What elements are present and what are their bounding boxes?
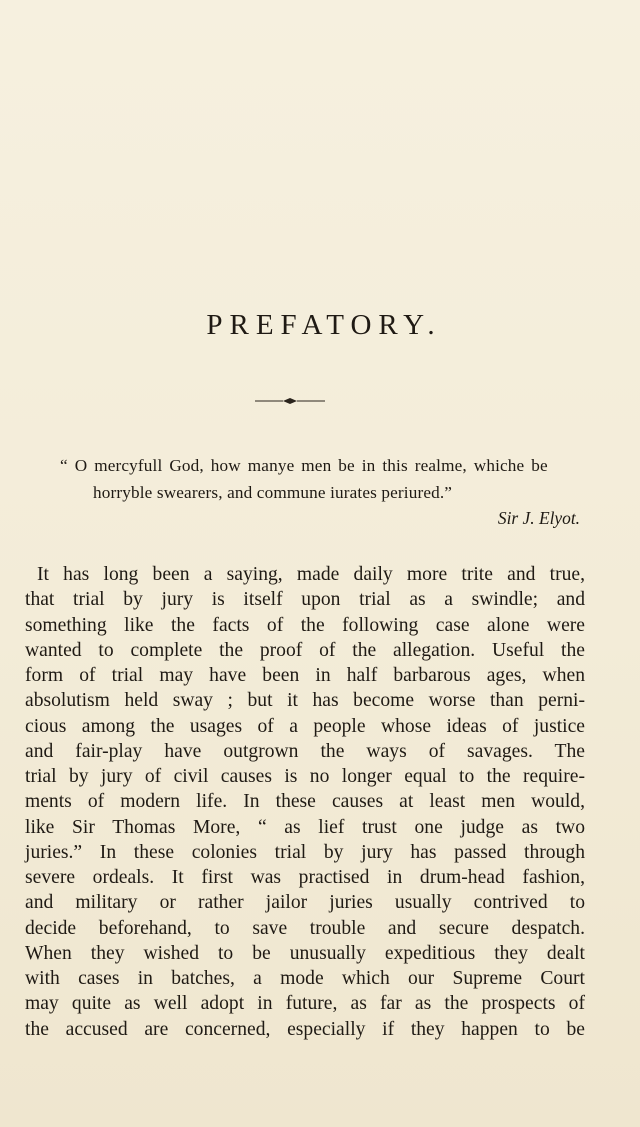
text-line: It has long been a saying, made daily more trite and true, bbox=[37, 564, 585, 585]
text-line: cious among the usages of a people whose ideas of justice bbox=[25, 715, 585, 737]
text-line: When they wished to be unusually expeditious they dealt bbox=[25, 942, 585, 964]
text-line: and fair-play have outgrown the ways of savages. The bbox=[25, 740, 585, 762]
text-line: trial by jury of civil causes is no longer equal to the require- bbox=[25, 766, 585, 787]
epigraph bbox=[60, 452, 600, 506]
text-line: absolutism held sway ; but it has become worse than perni- bbox=[25, 690, 585, 712]
page-title: PREFATORY. bbox=[206, 309, 442, 341]
epigraph-line: “ O mercyfull God, how manye men be in this realme, whiche be bbox=[60, 456, 548, 475]
text-line: like Sir Thomas More, “ as lief trust one judge as two bbox=[25, 816, 585, 838]
text-line: wanted to complete the proof of the allegation. Useful the bbox=[25, 639, 585, 661]
body-paragraph bbox=[25, 562, 585, 1042]
text-line: decide beforehand, to save trouble and secure despatch. bbox=[25, 917, 585, 939]
epigraph-line: horryble swearers, and commune iurates periured.” bbox=[93, 483, 453, 502]
text-line: severe ordeals. It first was practised in drum-head fashion, bbox=[25, 867, 585, 888]
text-line: form of trial may have been in half barbarous ages, when bbox=[25, 665, 585, 686]
ornament-divider bbox=[255, 397, 325, 405]
text-line: and military or rather jailor juries usually contrived to bbox=[25, 892, 585, 914]
text-line: ments of modern life. In these causes at least men would, bbox=[25, 791, 585, 813]
text-line: juries.” In these colonies trial by jury has passed through bbox=[25, 841, 585, 863]
epigraph-attribution: Sir J. Elyot. bbox=[497, 508, 580, 528]
text-line: with cases in batches, a mode which our Supreme Court bbox=[25, 968, 585, 989]
text-line: the accused are concerned, especially if they happen to be bbox=[25, 1018, 585, 1040]
text-line: something like the facts of the following case alone were bbox=[25, 614, 585, 636]
text-line: may quite as well adopt in future, as far as the prospects of bbox=[25, 993, 585, 1015]
text-line: that trial by jury is itself upon trial as a swindle; and bbox=[25, 589, 585, 611]
